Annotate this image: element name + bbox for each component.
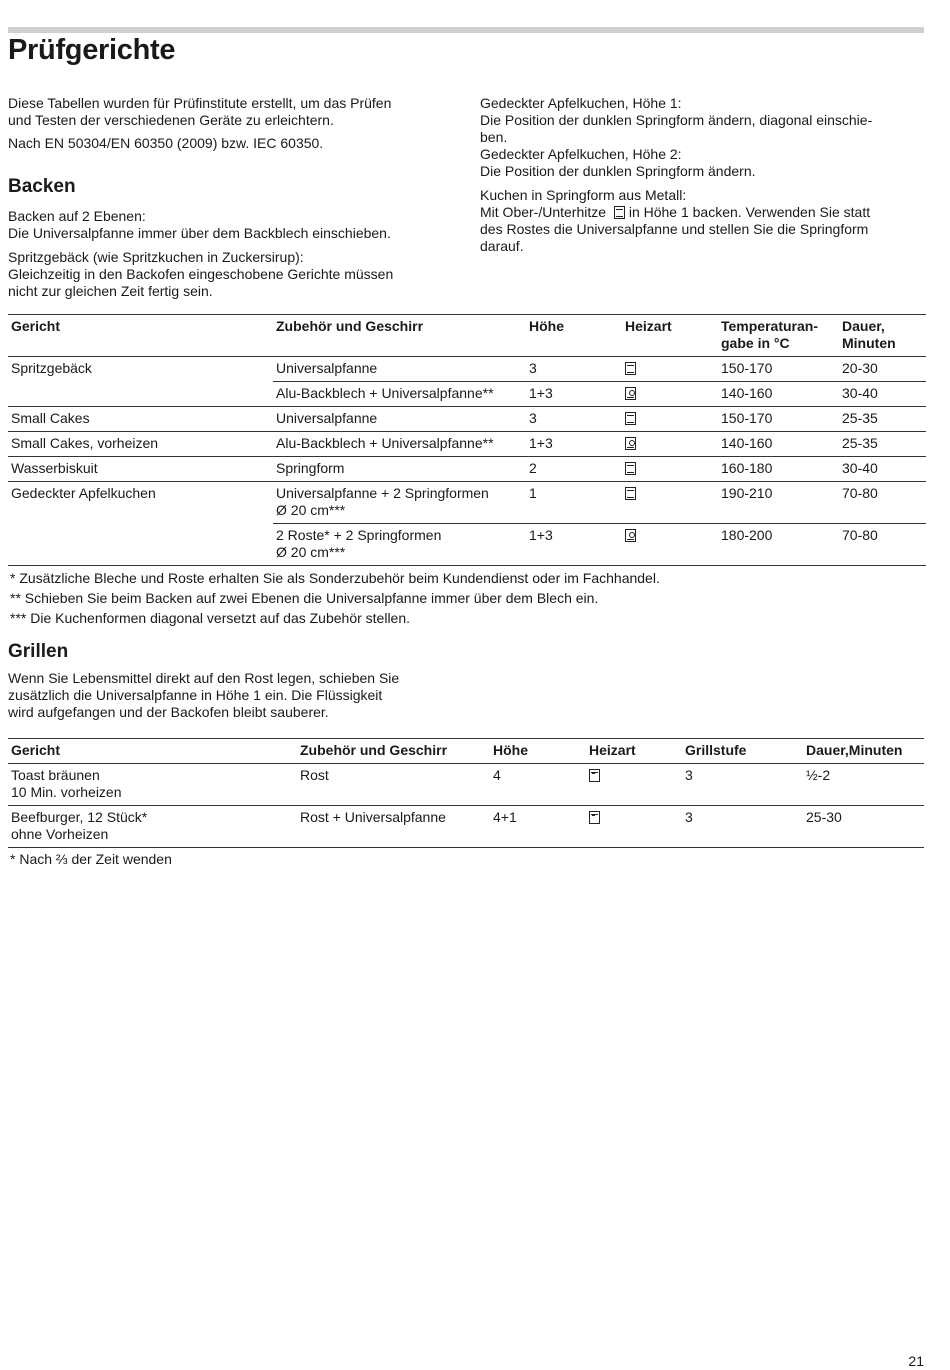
table-header-row: [8, 739, 924, 764]
cell-dauer: 25-35: [839, 432, 926, 457]
cell-heizart: [622, 457, 718, 482]
text-line: Die Position der dunklen Springform ändern, diagonal einschie-: [480, 112, 873, 128]
cell-line: 2 Roste* + 2 Springformen: [276, 527, 442, 543]
cell-heizart: [622, 432, 718, 457]
intro-paragraph: [8, 95, 458, 129]
table-row: [8, 357, 926, 382]
section-heading-backen: Backen: [8, 176, 76, 197]
col-header-heizart: Heizart: [622, 315, 718, 357]
cell-zubehoer: [273, 482, 526, 524]
cell-temp: 140-160: [718, 382, 839, 407]
hot-air-icon: [625, 387, 636, 400]
cell-temp: 150-170: [718, 407, 839, 432]
grill-icon: [589, 811, 600, 824]
cell-zubehoer: Alu-Backblech + Universalpfanne**: [273, 382, 526, 407]
text-line: wird aufgefangen und der Backofen bleibt sauberer.: [8, 704, 329, 720]
cell-dauer: ½-2: [803, 764, 924, 806]
backen-paragraph-2: [8, 249, 458, 300]
cell-temp: 150-170: [718, 357, 839, 382]
top-bottom-heat-icon: [625, 412, 636, 425]
cell-hoehe: 1+3: [526, 524, 622, 566]
cell-grillstufe: 3: [682, 806, 803, 848]
cell-zubehoer: Springform: [273, 457, 526, 482]
col-header-hoehe: Höhe: [490, 739, 586, 764]
col-header-zubehoer: Zubehör und Geschirr: [297, 739, 490, 764]
text-line: Gedeckter Apfelkuchen, Höhe 2:: [480, 146, 682, 162]
col-header-gericht: Gericht: [8, 315, 273, 357]
cell-gericht: Small Cakes, vorheizen: [8, 432, 273, 457]
cell-grillstufe: 3: [682, 764, 803, 806]
cell-line: Ø 20 cm***: [276, 502, 346, 518]
cell-gericht: Spritzgebäck: [8, 357, 273, 407]
cell-zubehoer: Universalpfanne: [273, 407, 526, 432]
col-header-hoehe: Höhe: [526, 315, 622, 357]
cell-gericht: Gedeckter Apfelkuchen: [8, 482, 273, 566]
cell-dauer: 30-40: [839, 382, 926, 407]
cell-dauer: 70-80: [839, 524, 926, 566]
cell-hoehe: 4+1: [490, 806, 586, 848]
col-header-zubehoer: Zubehör und Geschirr: [273, 315, 526, 357]
table1-footnotes: [10, 568, 926, 628]
page-title: Prüfgerichte: [8, 34, 176, 66]
cell-line: 10 Min. vorheizen: [11, 784, 122, 800]
grillen-table: [8, 738, 924, 848]
text-line: nicht zur gleichen Zeit fertig sein.: [8, 283, 213, 299]
cell-gericht: Small Cakes: [8, 407, 273, 432]
cell-temp: 160-180: [718, 457, 839, 482]
header-line: gabe in °C: [721, 335, 790, 351]
col-header-temperatur: [718, 315, 839, 357]
table-row: [8, 432, 926, 457]
text-line: des Rostes die Universalpfanne und stellen Sie die Springform: [480, 221, 869, 237]
top-bottom-heat-icon: [625, 487, 636, 500]
col-header-dauer: Dauer,Minuten: [803, 739, 924, 764]
text-line: [480, 204, 926, 221]
header-line: Temperaturan-: [721, 318, 818, 334]
intro-line: Diese Tabellen wurden für Prüfinstitute erstellt, um das Prüfen: [8, 95, 392, 111]
table-row: [8, 482, 926, 524]
text-line: Wenn Sie Lebensmittel direkt auf den Rost legen, schieben Sie: [8, 670, 400, 686]
table-row: [8, 764, 924, 806]
col-header-dauer: [839, 315, 926, 357]
cell-line: Universalpfanne + 2 Springformen: [276, 485, 489, 501]
cell-dauer: 25-35: [839, 407, 926, 432]
cell-hoehe: 3: [526, 357, 622, 382]
cell-hoehe: 2: [526, 457, 622, 482]
table2-footnote: * Nach ⅔ der Zeit wenden: [10, 851, 172, 867]
cell-gericht: [8, 764, 297, 806]
text-line: Die Universalpfanne immer über dem Backblech einschieben.: [8, 225, 391, 241]
cell-zubehoer: Alu-Backblech + Universalpfanne**: [273, 432, 526, 457]
table-row: [8, 407, 926, 432]
cell-hoehe: 3: [526, 407, 622, 432]
cell-zubehoer: Rost + Universalpfanne: [297, 806, 490, 848]
top-bottom-heat-icon: [614, 206, 625, 219]
cell-dauer: 70-80: [839, 482, 926, 524]
norm-paragraph: Nach EN 50304/EN 60350 (2009) bzw. IEC 60350.: [8, 135, 324, 151]
cell-line: Toast bräunen: [11, 767, 100, 783]
section-heading-grillen: Grillen: [8, 641, 69, 662]
cell-dauer: 20-30: [839, 357, 926, 382]
cell-temp: 180-200: [718, 524, 839, 566]
header-line: Dauer,: [842, 318, 885, 334]
cell-line: Ø 20 cm***: [276, 544, 346, 560]
right-column-notes: [480, 95, 926, 180]
text-fragment: in Höhe 1 backen. Verwenden Sie statt: [628, 204, 871, 220]
backen-paragraph-1: [8, 208, 458, 242]
backen-table: [8, 314, 926, 566]
text-line: darauf.: [480, 238, 524, 254]
text-fragment: Mit Ober-/Unterhitze: [480, 204, 607, 220]
text-line: Kuchen in Springform aus Metall:: [480, 187, 687, 203]
col-header-gericht: Gericht: [8, 739, 297, 764]
text-line: zusätzlich die Universalpfanne in Höhe 1 ein. Die Flüssigkeit: [8, 687, 383, 703]
table-row: [8, 457, 926, 482]
right-column-springform: [480, 187, 926, 255]
text-line: Gedeckter Apfelkuchen, Höhe 1:: [480, 95, 682, 111]
grill-icon: [589, 769, 600, 782]
cell-hoehe: 1: [526, 482, 622, 524]
cell-dauer: 25-30: [803, 806, 924, 848]
text-line: Spritzgebäck (wie Spritzkuchen in Zuckersirup):: [8, 249, 304, 265]
cell-heizart: [586, 764, 682, 806]
cell-zubehoer: [273, 524, 526, 566]
cell-heizart: [586, 806, 682, 848]
cell-heizart: [622, 357, 718, 382]
cell-line: Beefburger, 12 Stück*: [11, 809, 148, 825]
cell-heizart: [622, 382, 718, 407]
top-bottom-heat-icon: [625, 462, 636, 475]
cell-temp: 140-160: [718, 432, 839, 457]
col-header-grillstufe: Grillstufe: [682, 739, 803, 764]
text-line: Gleichzeitig in den Backofen eingeschobene Gerichte müssen: [8, 266, 394, 282]
col-header-heizart: Heizart: [586, 739, 682, 764]
footnote: *** Die Kuchenformen diagonal versetzt auf das Zubehör stellen.: [10, 610, 411, 626]
cell-dauer: 30-40: [839, 457, 926, 482]
cell-gericht: [8, 806, 297, 848]
hot-air-icon: [625, 437, 636, 450]
cell-hoehe: 4: [490, 764, 586, 806]
footnote: * Zusätzliche Bleche und Roste erhalten Sie als Sonderzubehör beim Kundendienst oder im Fachhandel.: [10, 570, 660, 586]
text-line: Backen auf 2 Ebenen:: [8, 208, 146, 224]
cell-hoehe: 1+3: [526, 382, 622, 407]
top-bottom-heat-icon: [625, 362, 636, 375]
page-number: 21: [908, 1353, 924, 1369]
cell-temp: 190-210: [718, 482, 839, 524]
text-line: ben.: [480, 129, 508, 145]
cell-zubehoer: Universalpfanne: [273, 357, 526, 382]
cell-heizart: [622, 524, 718, 566]
grillen-paragraph: [8, 670, 458, 721]
header-line: Minuten: [842, 335, 896, 351]
text-line: Die Position der dunklen Springform ändern.: [480, 163, 756, 179]
table-header-row: [8, 315, 926, 357]
cell-zubehoer: Rost: [297, 764, 490, 806]
cell-gericht: Wasserbiskuit: [8, 457, 273, 482]
intro-line: und Testen der verschiedenen Geräte zu erleichtern.: [8, 112, 334, 128]
top-rule: [8, 27, 924, 33]
footnote: ** Schieben Sie beim Backen auf zwei Ebenen die Universalpfanne immer über dem Blech ein.: [10, 590, 599, 606]
hot-air-icon: [625, 529, 636, 542]
cell-line: ohne Vorheizen: [11, 826, 109, 842]
cell-heizart: [622, 407, 718, 432]
table-row: [8, 806, 924, 848]
cell-hoehe: 1+3: [526, 432, 622, 457]
cell-heizart: [622, 482, 718, 524]
